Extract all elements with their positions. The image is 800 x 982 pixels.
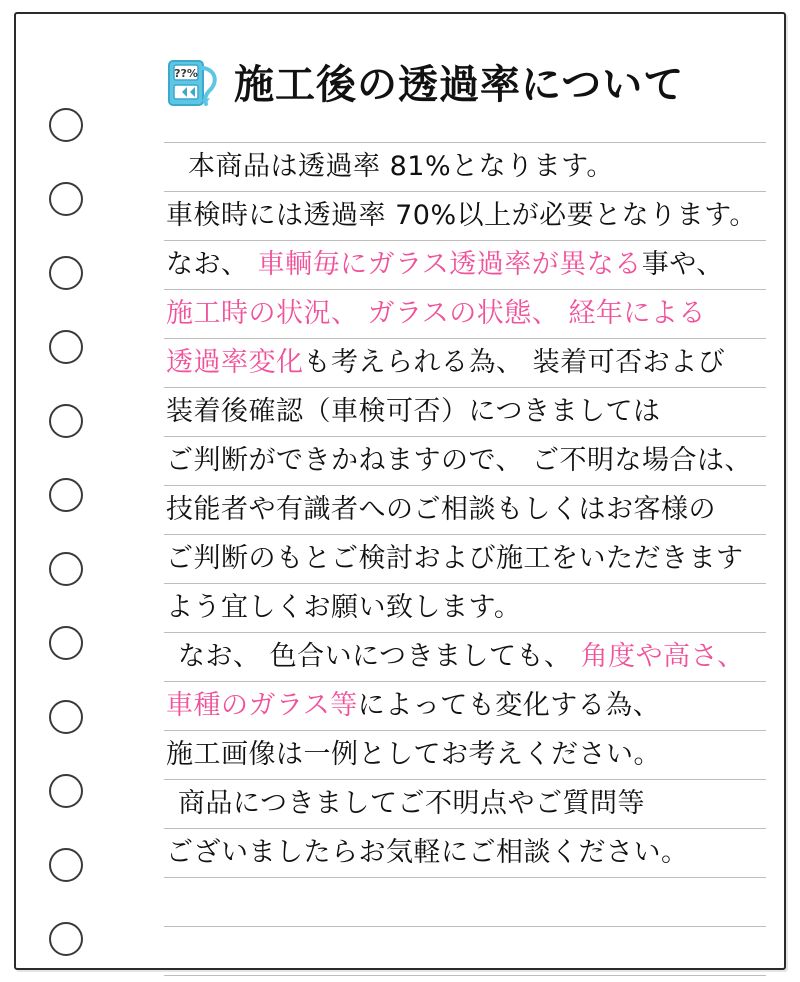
body-text-run: なお、: [166, 249, 258, 280]
svg-text:??%: ??%: [174, 67, 198, 80]
highlight-text: 車輌毎にガラス透過率が異なる: [257, 249, 642, 280]
rule-line: [164, 975, 766, 976]
punch-hole: [49, 552, 83, 586]
body-text-run: によっても変化する為、: [357, 690, 661, 721]
punch-hole: [49, 700, 83, 734]
text-line: [166, 338, 770, 387]
text-line: [166, 289, 770, 338]
body-text: [166, 142, 770, 877]
punch-hole: [49, 330, 83, 364]
punch-hole: [49, 256, 83, 290]
punch-hole: [49, 626, 83, 660]
page-title: 施工後の透過率について: [234, 62, 685, 108]
text-line: [166, 730, 770, 779]
text-line: [166, 583, 770, 632]
body-text-run: なお、 色合いにつきましても、: [178, 641, 581, 672]
punch-hole: [49, 108, 83, 142]
body-text-run: 装着後確認（車検可否）につきましては: [166, 396, 661, 427]
body-text-run: も考えられる為、 装着可否および: [303, 347, 726, 378]
text-line: [166, 191, 770, 240]
highlight-text: 透過率変化: [166, 347, 304, 378]
text-line: [166, 142, 770, 191]
body-text-run: ご判断ができかねますので、 ご不明な場合は、: [166, 445, 753, 476]
body-text-run: 事や、: [641, 249, 724, 280]
body-text-run: ございましたらお気軽にご相談ください。: [166, 837, 689, 868]
note-content: [142, 14, 784, 968]
punch-hole: [49, 774, 83, 808]
body-text-run: よう宜しくお願い致します。: [166, 592, 522, 623]
text-line: [166, 779, 770, 828]
highlight-text: 角度や高さ、: [580, 641, 745, 672]
body-text-run: 技能者や有識者へのご相談もしくはお客様の: [166, 494, 716, 525]
text-line: [166, 632, 770, 681]
text-line: [166, 387, 770, 436]
note-sheet: [14, 12, 786, 970]
page-title-row: [166, 56, 684, 114]
transmittance-meter-icon: [166, 56, 226, 114]
text-line: [166, 436, 770, 485]
text-line: [166, 534, 770, 583]
body-text-run: 本商品は透過率 81%となります。: [188, 151, 614, 182]
text-line: [166, 681, 770, 730]
punch-hole: [49, 922, 83, 956]
punch-hole: [49, 182, 83, 216]
punch-hole: [49, 404, 83, 438]
body-text-run: ご判断のもとご検討および施工をいただきます: [166, 543, 744, 574]
punch-hole: [49, 848, 83, 882]
punch-hole-column: [16, 14, 142, 968]
body-text-run: 商品につきましてご不明点やご質問等: [178, 788, 645, 819]
text-line: [166, 828, 770, 877]
text-line: [166, 485, 770, 534]
punch-hole: [49, 478, 83, 512]
highlight-text: 施工時の状況、 ガラスの状態、 経年による: [166, 298, 706, 329]
text-line: [166, 240, 770, 289]
body-text-run: 施工画像は一例としてお考えください。: [166, 739, 661, 770]
body-text-run: 車検時には透過率 70%以上が必要となります。: [166, 200, 757, 231]
highlight-text: 車種のガラス等: [166, 690, 358, 721]
